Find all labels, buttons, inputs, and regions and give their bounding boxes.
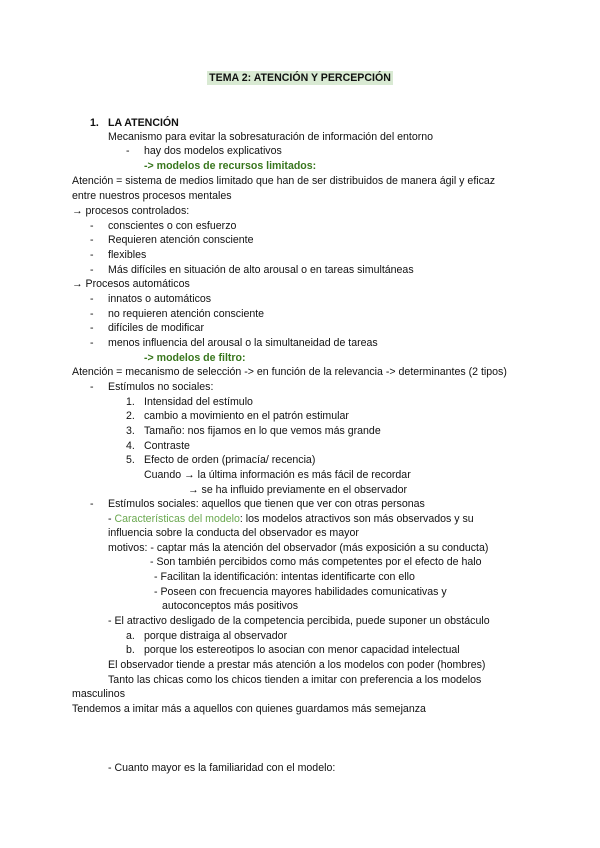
list-number: 4. [126,440,135,452]
list-number: 1. [126,396,135,408]
text-line: - Cuanto mayor es la familiaridad con el modelo: [108,762,336,774]
page-title [0,72,600,85]
bullet-dash: - [90,322,94,334]
text-line: → Procesos automáticos [72,278,190,290]
text-line: motivos: - captar más la atención del observador (más exposición a su conducta) [108,542,489,554]
subheading-limited-resources: -> modelos de recursos limitados: [144,160,317,172]
list-item: flexibles [108,249,147,261]
bullet-dash: - [90,220,94,232]
text-line: autoconceptos más positivos [162,600,299,612]
numbered-item: cambio a movimiento en el patrón estimular [144,410,349,422]
list-item: Estímulos sociales: aquellos que tienen que ver con otras personas [108,498,425,510]
bullet-dash: - [90,249,94,261]
list-item: difíciles de modificar [108,322,204,334]
list-item: Estímulos no sociales: [108,381,214,393]
bullet-dash: - [90,234,94,246]
text-line: hay dos modelos explicativos [144,145,282,157]
list-item: no requieren atención consciente [108,308,265,320]
text-line: entre nuestros procesos mentales [72,190,232,202]
text-line [108,513,474,526]
lettered-item: porque distraiga al observador [144,630,288,642]
bullet-dash: - [126,145,130,157]
list-item: conscientes o con esfuerzo [108,220,237,232]
bullet-dash: - [90,264,94,276]
list-letter: b. [126,644,135,656]
text-line: Atención = sistema de medios limitado que han de ser distribuidos de manera ágil y eficaz [72,175,496,187]
section-number: 1. [90,117,99,129]
text-line: Cuando → la última información es más fácil de recordar [144,469,411,481]
list-number: 5. [126,454,135,466]
numbered-item: Intensidad del estímulo [144,396,253,408]
title-highlight: TEMA 2: ATENCIÓN Y PERCEPCIÓN [209,72,391,84]
section-heading: LA ATENCIÓN [108,117,179,129]
prefix: - [108,513,115,525]
text-line: El observador tiende a prestar más atención a los modelos con poder (hombres) [108,659,486,671]
list-item: Requieren atención consciente [108,234,254,246]
text-line: Tanto las chicas como los chicos tienden a imitar con preferencia a los modelos [108,674,482,686]
subheading-filter-models: -> modelos de filtro: [144,352,246,364]
text-line: - Son también percibidos como más competentes por el efecto de halo [150,556,482,568]
suffix: : los modelos atractivos son más observados y su [239,513,474,525]
text-line: → se ha influido previamente en el observador [188,484,408,496]
text-line: Atención = mecanismo de selección -> en función de la relevancia -> determinantes (2 tipos) [72,366,507,378]
text-line: masculinos [72,688,125,700]
bullet-dash: - [90,308,94,320]
bullet-dash: - [90,337,94,349]
bullet-dash: - [90,498,94,510]
numbered-item: Efecto de orden (primacía/ recencia) [144,454,316,466]
list-letter: a. [126,630,135,642]
text-line: - El atractivo desligado de la competencia percibida, puede suponer un obstáculo [108,615,490,627]
text-line: → procesos controlados: [72,205,190,217]
model-characteristics-label: Características del modelo [114,513,240,525]
list-item: innatos o automáticos [108,293,212,305]
list-number: 2. [126,410,135,422]
lettered-item: porque los estereotipos lo asocian con menor capacidad intelectual [144,644,460,656]
text-line: Tendemos a imitar más a aquellos con quienes guardamos más semejanza [72,703,426,715]
numbered-item: Tamaño: nos fijamos en lo que vemos más grande [144,425,381,437]
list-item: Más difíciles en situación de alto arousal o en tareas simultáneas [108,264,414,276]
text-line: - Poseen con frecuencia mayores habilidades comunicativas y [154,586,447,598]
text-line: - Facilitan la identificación: intentas identificarte con ello [154,571,415,583]
numbered-item: Contraste [144,440,190,452]
bullet-dash: - [90,293,94,305]
list-number: 3. [126,425,135,437]
bullet-dash: - [90,381,94,393]
list-item: menos influencia del arousal o la simultaneidad de tareas [108,337,378,349]
text-line: Mecanismo para evitar la sobresaturación de información del entorno [108,131,434,143]
text-line: influencia sobre la conducta del observador es mayor [108,527,359,539]
